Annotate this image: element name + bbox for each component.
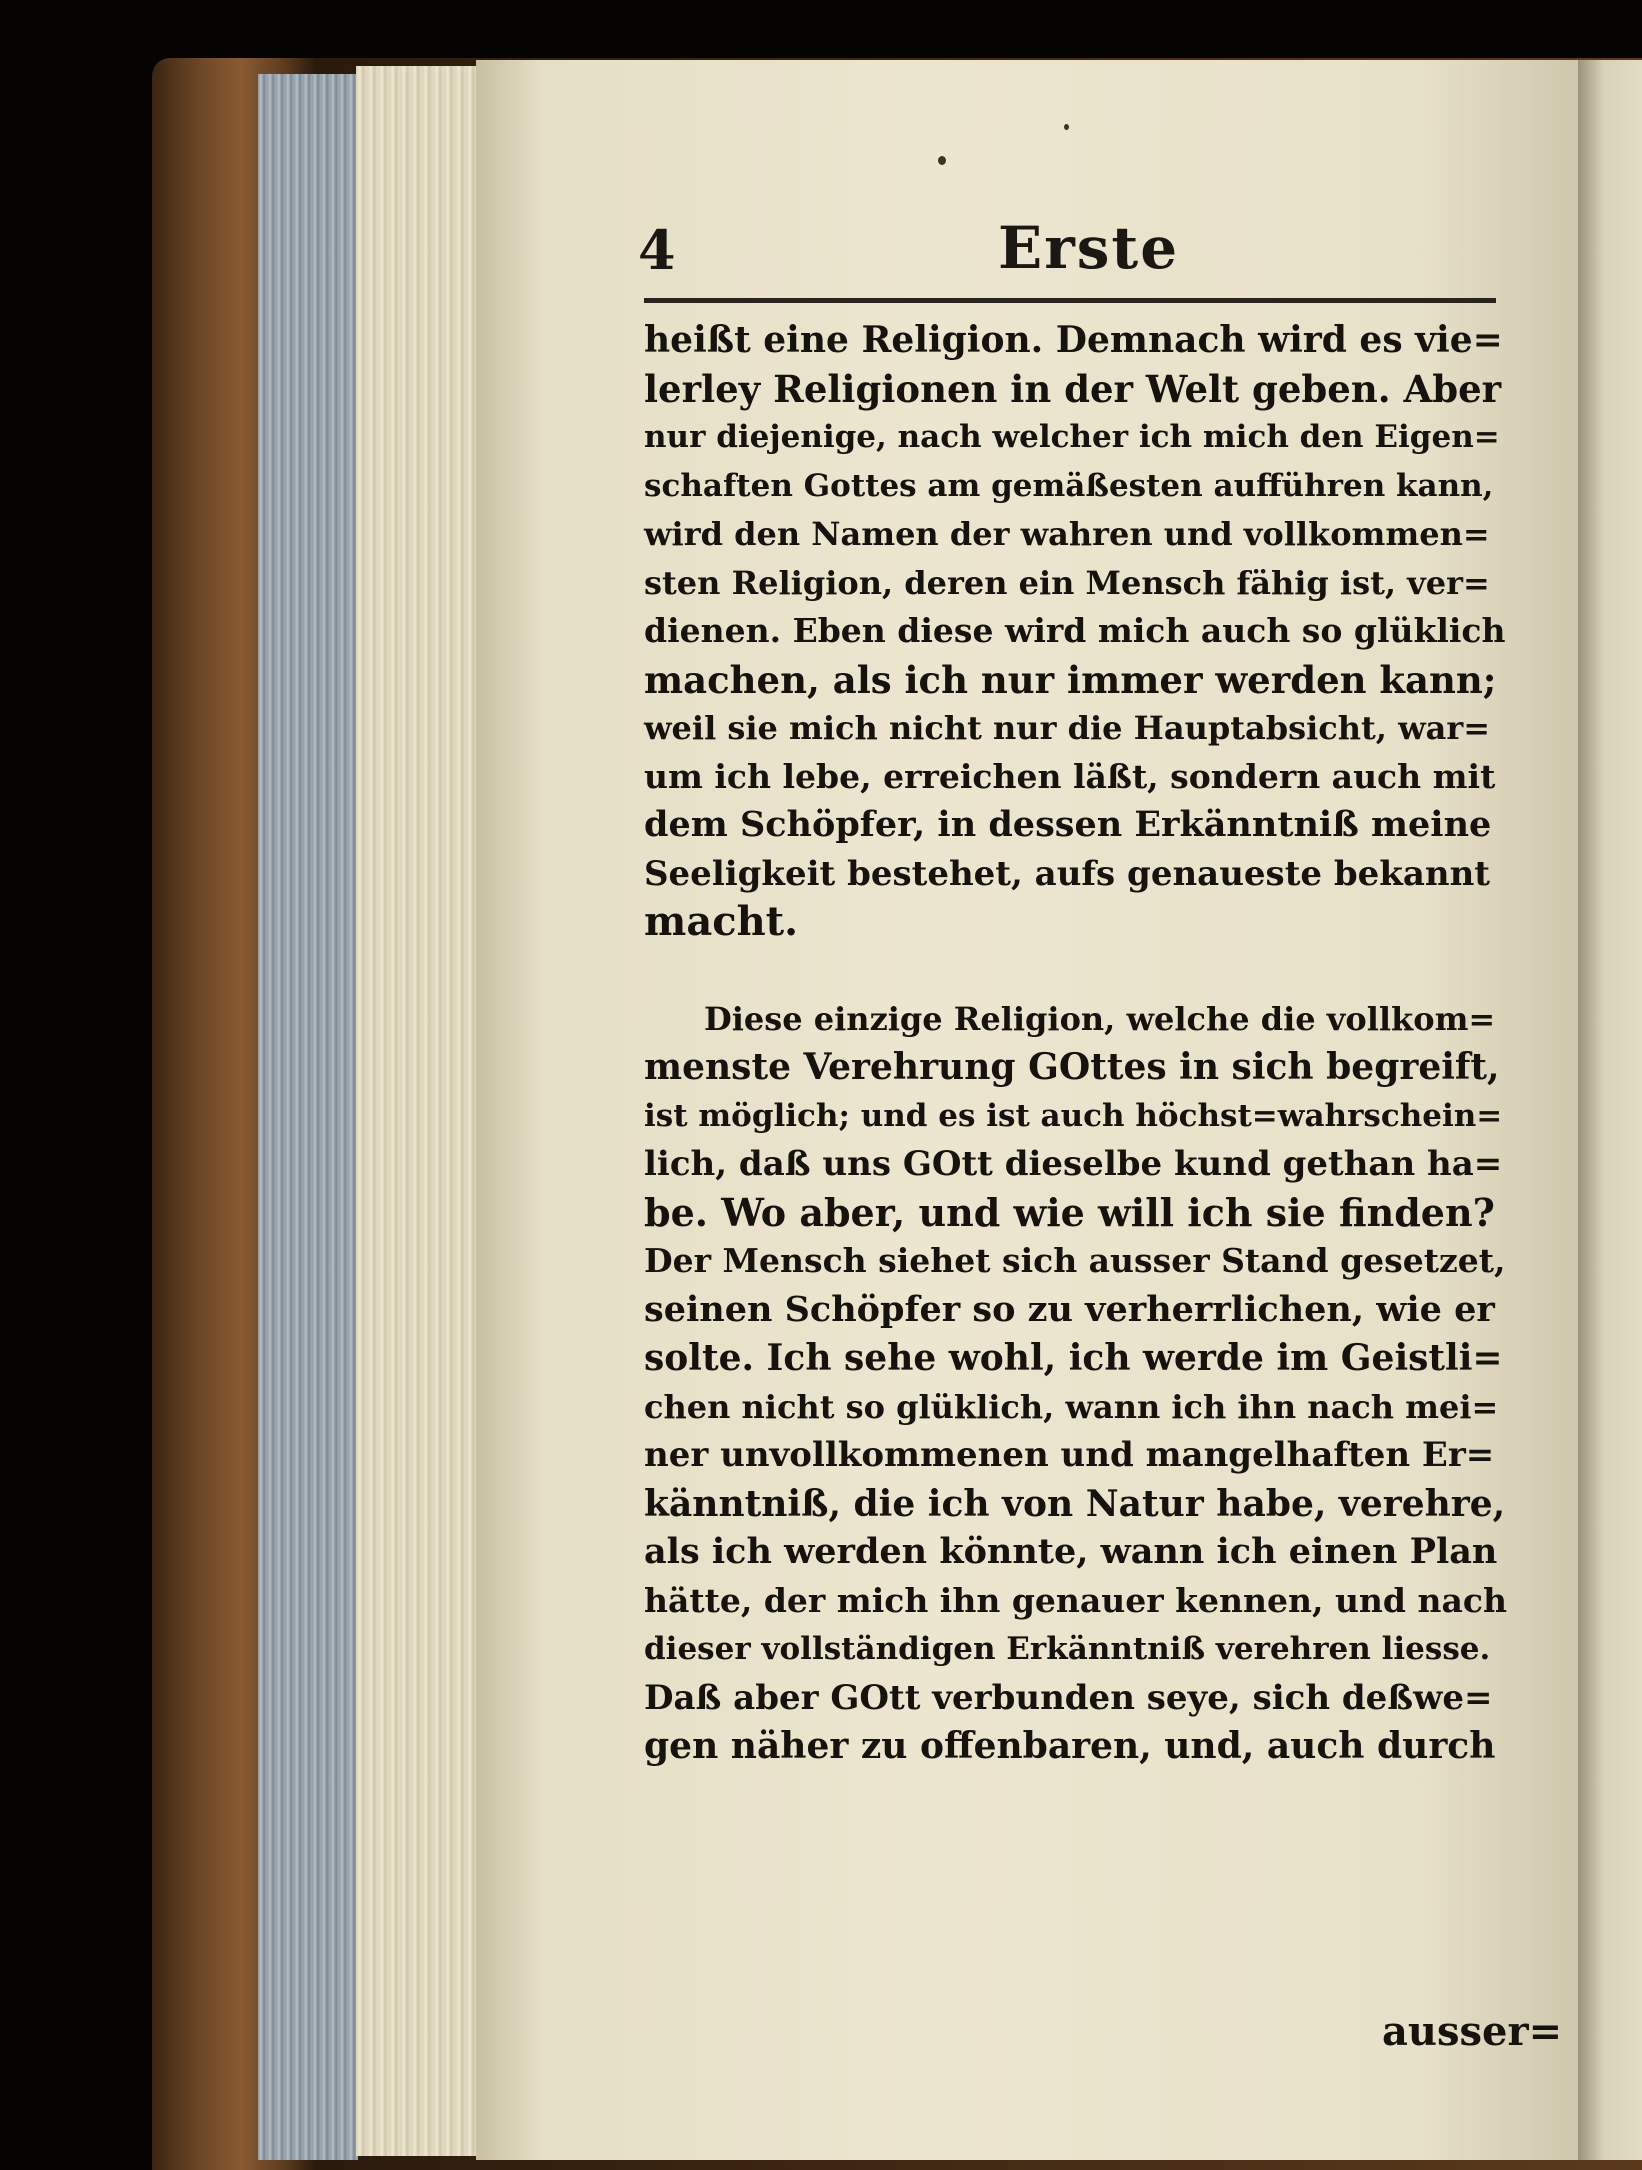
text-line: be. Wo aber, und wie will ich sie finden? — [644, 1189, 1495, 1235]
ink-speck — [1064, 124, 1069, 130]
text-line: chen nicht so glüklich, wann ich ihn nach mei= — [644, 1387, 1499, 1426]
text-line: seinen Schöpfer so zu verherrlichen, wie er — [644, 1288, 1495, 1330]
text-line: dieser vollständigen Erkänntniß verehren liesse. — [644, 1631, 1491, 1667]
running-head: Erste — [998, 214, 1180, 282]
paragraph-1 — [644, 316, 1508, 947]
text-line: ist möglich; und es ist auch höchst=wahrschein= — [644, 1097, 1503, 1134]
text-line: machen, als ich nur immer werden kann; — [644, 657, 1497, 702]
text-line: lerley Religionen in der Welt geben. Aber — [644, 366, 1502, 411]
catchword: ausser= — [1382, 2008, 1563, 2055]
paragraph-gap — [644, 947, 1508, 995]
page-edges-dark — [258, 74, 358, 2160]
text-line: känntniß, die ich von Natur habe, verehre, — [644, 1482, 1506, 1525]
text-line: weil sie mich nicht nur die Hauptabsicht, war= — [644, 709, 1491, 747]
body-text — [644, 316, 1508, 1771]
page-number: 4 — [638, 218, 676, 282]
text-line: hätte, der mich ihn genauer kennen, und nach — [644, 1580, 1507, 1620]
text-line: dienen. Eben diese wird mich auch so glüklich — [644, 611, 1506, 650]
text-line: solte. Ich sehe wohl, ich werde im Geistli= — [644, 1337, 1503, 1379]
text-line: schaften Gottes am gemäßesten aufführen kann, — [644, 467, 1494, 504]
ink-speck — [938, 156, 946, 165]
text-line: lich, daß uns GOtt dieselbe kund gethan ha= — [644, 1144, 1503, 1184]
page-gutter — [1578, 60, 1642, 2160]
page-header — [638, 206, 1498, 296]
header-rule — [644, 298, 1496, 303]
text-line: sten Religion, deren ein Mensch fähig ist, ver= — [644, 563, 1490, 602]
text-line: menste Verehrung GOttes in sich begreift, — [644, 1046, 1500, 1088]
text-line: dem Schöpfer, in dessen Erkänntniß meine — [644, 804, 1492, 845]
text-line: nur diejenige, nach welcher ich mich den Eigen= — [644, 419, 1500, 455]
text-line: Daß aber GOtt verbunden seye, sich deßwe= — [644, 1677, 1493, 1718]
text-line: Der Mensch siehet sich ausser Stand gesetzet, — [644, 1241, 1506, 1280]
text-line: Diese einzige Religion, welche die vollkom= — [704, 999, 1496, 1038]
text-line: ner unvollkommenen und mangelhaften Er= — [644, 1435, 1495, 1475]
text-line: wird den Namen der wahren und vollkommen= — [644, 515, 1490, 553]
text-line: als ich werden könnte, wann ich einen Plan — [644, 1531, 1498, 1572]
text-line: macht. — [644, 898, 799, 945]
text-line: gen näher zu offenbaren, und, auch durch — [644, 1725, 1496, 1767]
text-line: Seeligkeit bestehet, aufs genaueste bekannt — [644, 853, 1490, 894]
paragraph-2 — [644, 995, 1508, 1771]
text-line: um ich lebe, erreichen läßt, sondern auch mit — [644, 756, 1496, 796]
page-edges-light — [356, 66, 482, 2156]
text-line: heißt eine Religion. Demnach wird es vie= — [644, 319, 1503, 361]
